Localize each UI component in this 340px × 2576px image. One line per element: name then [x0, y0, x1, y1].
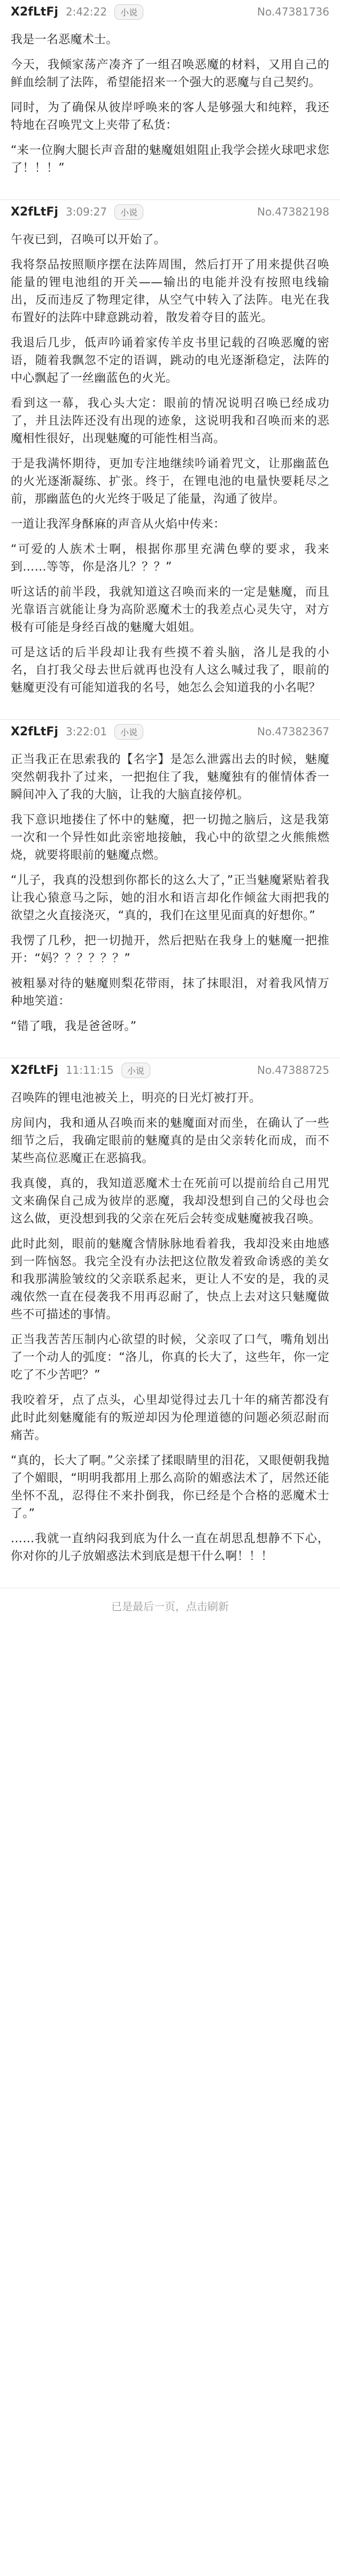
load-more-notice[interactable]: 已是最后一页，点击刷新	[111, 1600, 229, 1613]
post-paragraph: 同时，为了确保从彼岸呼唤来的客人是够强大和纯粹，我还特地在召唤咒文上夹带了私货：	[11, 101, 329, 132]
post-paragraph: 可是这话的后半段却让我有些摸不着头脑，洛儿是我的小名，自打我父母去世后就再也没有人这么喊过我了，眼前的魅魔更没有可能知道我的名号，她怎么会知道我的小名呢？	[11, 646, 329, 695]
post-paragraph: “儿子，我真的没想到你都长的这么大了，”正当魅魔紧贴着我让我心猿意马之际，她的泪水和语言却化作倾盆大雨把我的欲望之火直接浇灭，“真的，我们在这里见面真的好想你。”	[11, 874, 329, 922]
category-tag[interactable]: 小说	[121, 1063, 150, 1078]
post-paragraph: “来一位胸大腿长声音甜的魅魔姐姐阻止我学会搓火球吧求您了！！！”	[11, 144, 329, 175]
post-number[interactable]: No.47388725	[257, 1064, 329, 1076]
post-paragraph: 我愣了几秒，把一切抛开，然后把贴在我身上的魅魔一把推开：“妈？？？？？？”	[11, 934, 329, 965]
post-paragraph: 正当我正在思索我的【名字】是怎么泄露出去的时候，魅魔突然朝我扑了过来，一把抱住了我，魅魔独有的催情体香一瞬间冲入了我的大脑，让我的大脑直接停机。	[11, 753, 329, 802]
post-paragraph: 我是一名恶魔术士。	[11, 33, 118, 47]
post-paragraph: 于是我满怀期待，更加专注地继续吟诵着咒文，让那幽蓝色的火光逐渐凝练、扩张。终于，在锂电池的电量快要耗尽之前，那幽蓝色的火光终于吸足了能量，沟通了彼岸。	[11, 457, 329, 506]
post-paragraph: 看到这一幕，我心头大定：眼前的情况说明召唤已经成功了，并且法阵还没有出现的迹象，这说明我和召唤而来的恶魔相性很好，出现魅魔的可能性相当高。	[11, 397, 329, 445]
post-number[interactable]: No.47382198	[257, 205, 329, 218]
post-paragraph: 房间内，我和通从召唤而来的魅魔面对而坐，在确认了一些细节之后，我确定眼前的魅魔真的是由父亲转化而成，而不某些高位恶魔正在恶搞我。	[11, 1117, 329, 1165]
post-paragraph: 一道让我浑身酥麻的声音从火焰中传来：	[11, 518, 226, 531]
post-paragraph: “错了哦，我是爸爸呀。”	[11, 1020, 137, 1033]
post-body	[11, 24, 329, 195]
post-number[interactable]: No.47382367	[257, 725, 329, 738]
post-body	[11, 743, 329, 1054]
post-number[interactable]: No.47381736	[257, 5, 329, 18]
post-paragraph: “可爱的人族术士啊，根据你那里充满色孽的要求，我来到……等等，你是洛儿？？？”	[11, 543, 329, 574]
post	[0, 0, 340, 195]
post-paragraph: 召唤阵的锂电池被关上，明亮的日光灯被打开。	[11, 1091, 261, 1105]
post-paragraph: 午夜已到，召唤可以开始了。	[11, 233, 166, 247]
post-header	[11, 200, 329, 224]
post-paragraph: 今天，我倾家荡产凑齐了一组召唤恶魔的材料，又用自己的鲜血绘制了法阵，希望能招来一个强大的恶魔与自己契约。	[11, 58, 329, 89]
category-tag[interactable]: 小说	[114, 724, 143, 740]
post-paragraph: 我将祭品按照顺序摆在法阵周围，然后打开了用来提供召唤能量的锂电池组的开关——输出的电能并没有按照电线输出，反而违反了物理定律，从空气中转入了法阵。电光在我布置好的法阵中肆意跳动着，散发着夺目的蓝光。	[11, 258, 329, 325]
username[interactable]: X2fLtFj	[11, 1063, 58, 1077]
username[interactable]: X2fLtFj	[11, 5, 58, 19]
post-body	[11, 224, 329, 715]
category-tag[interactable]: 小说	[114, 4, 143, 20]
username[interactable]: X2fLtFj	[11, 205, 58, 219]
post	[0, 1058, 340, 1583]
post	[0, 200, 340, 715]
username[interactable]: X2fLtFj	[11, 725, 58, 739]
post	[0, 720, 340, 1054]
post-paragraph: 听这话的前半段，我就知道这召唤而来的一定是魅魔，而且光靠语言就能让身为高阶恶魔术士的我差点心灵失守，对方极有可能是身经百战的魅魔大姐姐。	[11, 586, 329, 634]
post-header	[11, 1058, 329, 1082]
post-paragraph: “真的，长大了啊。”父亲揉了揉眼睛里的泪花，又眼便朝我抛了个媚眼，“明明我都用上那么高阶的媚惑法术了，居然还能坐怀不乱，忍得住不来扑倒我，你已经是个合格的恶魔术士了。”	[11, 1454, 329, 1520]
post-time: 3:09:27	[65, 205, 107, 218]
post-paragraph: 此时此刻，眼前的魅魔含情脉脉地看着我，我却没来由地感到一阵恼怒。我完全没有办法把这位散发着致命诱惑的美女和我那满脸皱纹的父亲联系起来，更让人不安的是，我的灵魂依然一直在侵袭我不用再忍耐了，快点上去对这只魅魔做些不可描述的事情。	[11, 1237, 329, 1321]
post-paragraph: 我真傻，真的，我知道恶魔术士在死前可以提前给自己用咒文来确保自己成为彼岸的恶魔，我却没想到自己的父母也会这么做，更没想到我的父亲在死后会转变成魅魔被我召唤。	[11, 1177, 329, 1226]
post-paragraph: ……我就一直纳闷我到底为什么一直在胡思乱想静不下心，你对你的儿子放媚惑法术到底是想干什么啊！！！	[11, 1532, 329, 1563]
post-time: 2:42:22	[65, 5, 107, 18]
post-header	[11, 0, 329, 24]
post-paragraph: 我咬着牙，点了点头，心里却觉得过去几十年的痛苦都没有此时此刻魅魔能有的叛逆却因为伦理道德的问题必须忍耐而痛苦。	[11, 1394, 329, 1442]
post-paragraph: 被粗暴对待的魅魔则梨花带雨，抹了抹眼泪，对着我风情万种地笑道：	[11, 977, 329, 1008]
post-paragraph: 我退后几步，低声吟诵着家传羊皮书里记载的召唤恶魔的密语，随着我飘忽不定的语调，跳动的电光逐渐稳定，法阵的中心飘起了一丝幽蓝色的火光。	[11, 336, 329, 385]
category-tag[interactable]: 小说	[114, 204, 143, 220]
post-header	[11, 720, 329, 743]
post-time: 3:22:01	[65, 725, 107, 738]
post-time: 11:11:15	[65, 1064, 114, 1076]
post-body	[11, 1082, 329, 1583]
post-paragraph: 我下意识地搂住了怀中的魅魔，把一切抛之脑后，这是我第一次和一个异性如此亲密地接触，我心中的欲望之火熊熊燃烧，就要将眼前的魅魔点燃。	[11, 813, 329, 862]
post-paragraph: 正当我苦苦压制内心欲望的时候，父亲叹了口气，嘴角划出了一个动人的弧度：“洛儿，你真的长大了，这些年，你一定吃了不少苦吧？”	[11, 1333, 329, 1382]
